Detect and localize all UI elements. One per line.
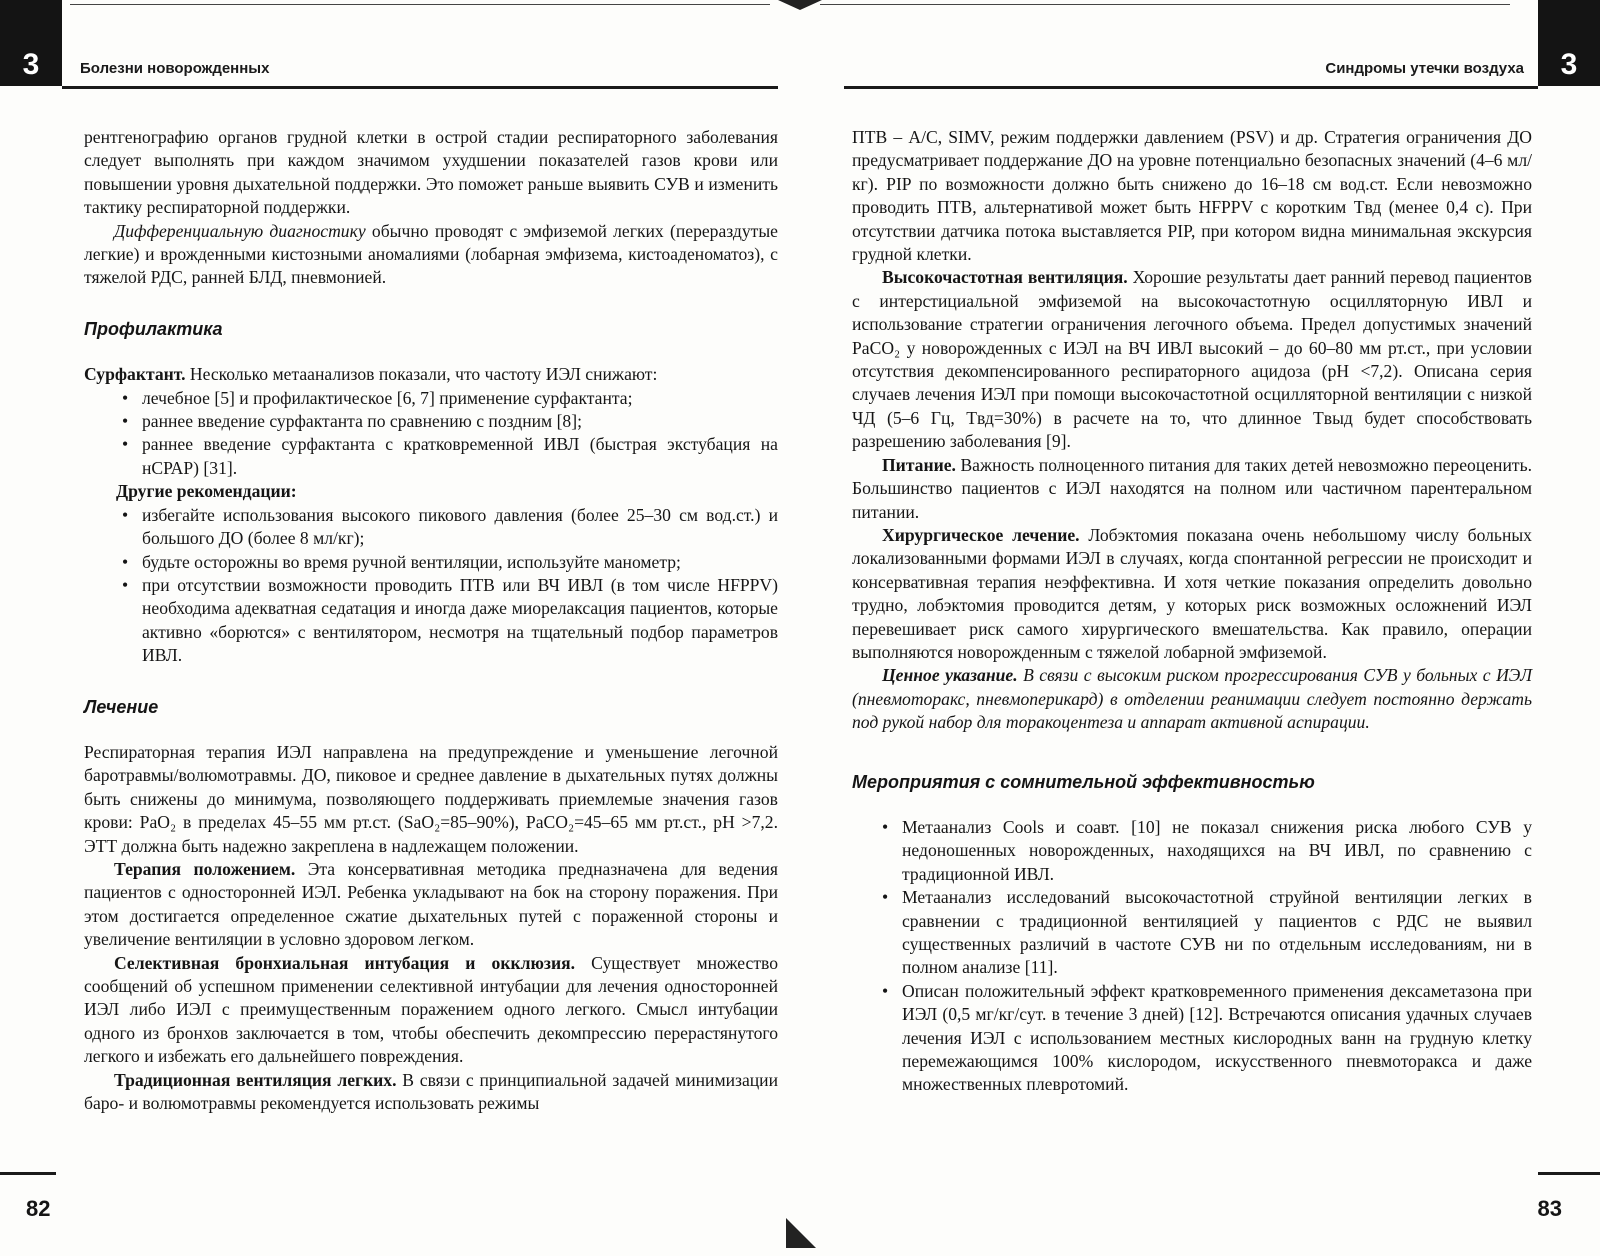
valuable-note — [852, 664, 1532, 734]
paragraph-text: обычно проводят с эмфиземой легких (перераздутые легкие) и врожденными кистозными аномалиями (лобарная эмфизема, кистоаденоматоз), с тяжелой РДС, ранней БЛД, пневмонией. — [84, 220, 778, 288]
section-heading-doubtful: Мероприятия с сомнительной эффективностью — [852, 771, 1315, 792]
paragraph — [852, 524, 1532, 664]
subheading-other: Другие рекомендации: — [116, 481, 297, 502]
paragraph-text: Важность полноценного питания для таких детей невозможно переоценить. Большинство пациентов с ИЭЛ находятся на полном или частичном парентеральном питании. — [852, 454, 1532, 522]
surfactant-list — [84, 387, 778, 481]
header-rule — [844, 86, 1538, 89]
chapter-tab: 3 — [1538, 0, 1600, 86]
page-number: 82 — [26, 1196, 51, 1221]
right-text-column — [852, 126, 1532, 1097]
paragraph-text: В связи с высоким риском прогрессирования СУВ у больных с ИЭЛ (пневмоторакс, пневмоперикард) в отделении реанимации следует постоянно держать под рукой набор для торакоцентеза и аппарат активной аспирации. — [852, 665, 1532, 733]
right-page — [800, 0, 1600, 1256]
paragraph-text: В связи с принципиальной задачей минимизации баро- и волюмотравмы рекомендуется использовать режимы — [84, 1069, 778, 1114]
top-edge-line — [820, 4, 1510, 5]
paragraph-text: Существует множество сообщений об успешном применении селективной интубации для лечения односторонней ИЭЛ либо ИЭЛ с преимущественным поражением одного легкого. Смысл интубации одного из бронхов заключается в том, чтобы обеспечить декомпрессию перерастянутого легкого и избежать его дальнейшего повреждения. — [84, 952, 779, 1067]
list-item: • избегайте использования высокого пикового давления (более 25–30 см вод.ст.) и большого ДО (более 8 мл/кг); — [116, 504, 778, 551]
run-in-heading: Селективная бронхиальная интубация и окклюзия. — [114, 952, 576, 973]
paragraph — [84, 952, 778, 1069]
list-item: • Метаанализ исследований высокочастотной струйной вентиляции легких в сравнении с традиционной вентиляцией у пациентов с РДС не выявил существенных различий в частоте СУВ ни по отдельным исследованиям, ни в полном анализе [11]. — [876, 886, 1532, 980]
section-heading-prevention: Профилактика — [84, 318, 223, 339]
run-in-heading: Питание. — [882, 454, 956, 475]
run-in-heading: Хирургическое лечение. — [882, 524, 1080, 545]
other-recommendations-list — [84, 504, 778, 668]
italic-term: Дифференциальную диагностику — [114, 220, 366, 241]
run-in-heading: Ценное указание. — [882, 665, 1018, 686]
paragraph — [852, 266, 1532, 453]
paragraph — [852, 454, 1532, 524]
list-item: • при отсутствии возможности проводить ПТВ или ВЧ ИВЛ (в том числе HFPPV) необходима адекватная седатация и иногда даже миорелаксация пациентов, которые активно «борются» с вентилятором, несмотря на тщательный подбор параметров ИВЛ. — [116, 574, 778, 668]
list-item: • будьте осторожны во время ручной вентиляции, используйте манометр; — [116, 551, 778, 574]
paragraph: рентгенографию органов грудной клетки в острой стадии респираторного заболевания следует выполнять при каждом значимом ухудшении показателей газов крови или повышении уровня дыхательной поддержки. Это поможет раньше выявить СУВ и изменить тактику респираторной поддержки. — [84, 127, 778, 218]
paragraph — [84, 363, 778, 386]
run-in-heading: Высокочастотная вентиляция. — [882, 267, 1128, 288]
run-in-heading: Сурфактант. — [84, 364, 186, 385]
running-head: Болезни новорожденных — [80, 60, 270, 77]
list-item: • раннее введение сурфактанта с кратковременной ИВЛ (быстрая экстубация на нСРАР) [31]. — [116, 433, 778, 480]
running-head: Синдромы утечки воздуха — [1325, 60, 1524, 77]
paragraph-text: Несколько метаанализов показали, что частоту ИЭЛ снижают: — [185, 364, 658, 385]
footer-rule — [1538, 1172, 1600, 1175]
chapter-tab: 3 — [0, 0, 62, 86]
top-edge-line — [70, 4, 770, 5]
run-in-heading: Традиционная вентиляция легких. — [114, 1069, 397, 1090]
list-item: • раннее введение сурфактанта по сравнению с поздним [8]; — [116, 410, 778, 433]
paragraph-text: Хорошие результаты дает ранний перевод пациентов с интерстициальной эмфиземой на высокочастотную осцилляторную ИВЛ и использование стратегии ограничения легочного объема. Предел допустимых значений PaCO₂ у новорожденных с ИЭЛ на ВЧ ИВЛ высокий – до 60–80 мм рт.ст., при условии отсутствия декомпенсированного респираторного ацидоза (pH <7,2). Описана серия случаев лечения ИЭЛ при помощи высокочастотной осцилляторной вентиляции с низкой ЧД (5–6 Гц, Tвд=30%) в расчете на то, что длинное Tвыд будет способствовать разрешению заболевания [9]. — [852, 267, 1532, 452]
page-number: 83 — [1537, 1196, 1562, 1221]
paragraph — [84, 1069, 778, 1116]
paragraph: Респираторная терапия ИЭЛ направлена на предупреждение и уменьшение легочной баротравмы/волюмотравмы. ДО, пиковое и среднее давление в дыхательных путях должны быть снижены до минимума, позволяющего поддерживать приемлемые значения газов крови: PaO₂ в пределах 45–55 мм рт.ст. (SaO₂=85–90%), PaCO₂=45–65 мм рт.ст., pH >7,2. ЭТТ должна быть надежно закреплена в надлежащем положении. — [84, 741, 778, 856]
paragraph — [84, 858, 778, 952]
paragraph — [84, 220, 778, 290]
list-item: • Описан положительный эффект кратковременного применения дексаметазона при ИЭЛ (0,5 мг/кг/сут. в течение 3 дней) [12]. Встречаются описания удачных случаев лечения ИЭЛ с использованием местных кислородных ванн на грудную клетку перемежающимся 100% кислородом, искусственного пневмоторакса и даже множественных плевротомий. — [876, 980, 1532, 1097]
paragraph: ПТВ – A/C, SIMV, режим поддержки давлением (PSV) и др. Стратегия ограничения ДО предусматривает поддержание ДО на уровне потенциально безопасных значений (4–6 мл/кг). PIP по возможности должно быть снижено до 16–18 см вод.ст. Если невозможно проводить ПТВ, альтернативой может быть HFPPV с коротким Tвд (менее 0,4 с). При отсутствии датчика потока выставляется PIP, при котором видна минимальная экскурсия грудной клетки. — [852, 127, 1532, 265]
list-item: • Метаанализ Cools и соавт. [10] не показал снижения риска любого СУВ у недоношенных новорожденных, находящихся на ВЧ ИВЛ, по сравнению с традиционной ИВЛ. — [876, 816, 1532, 886]
footer-rule — [0, 1172, 56, 1175]
left-text-column — [84, 126, 778, 1115]
header-rule — [62, 86, 778, 89]
paragraph-text: Лобэктомия показана очень небольшому числу больных локализованными формами ИЭЛ в случаях, когда спонтанной регрессии не происходит и консервативная терапия неэффективна. И хотя четкие показания определить довольно трудно, лобэктомия проводится детям, у которых риск возможных осложнений ИЭЛ перевешивает риск самого хирургического вмешательства. Как правило, операции выполняются новорожденным с тяжелой лобарной эмфиземой. — [852, 524, 1532, 662]
list-item: • лечебное [5] и профилактическое [6, 7] применение сурфактанта; — [116, 387, 778, 410]
paragraph-text: Эта консервативная методика предназначена для ведения пациентов с односторонней ИЭЛ. Ребенка укладывают на бок на сторону поражения. При этом достигается определенное сжатие дыхательных путей с пораженной стороны и увеличение вентиляции в условно здоровом легком. — [84, 858, 778, 950]
run-in-heading: Терапия положением. — [114, 858, 296, 879]
doubtful-measures-list — [852, 816, 1532, 1097]
section-heading-treatment: Лечение — [84, 696, 159, 717]
